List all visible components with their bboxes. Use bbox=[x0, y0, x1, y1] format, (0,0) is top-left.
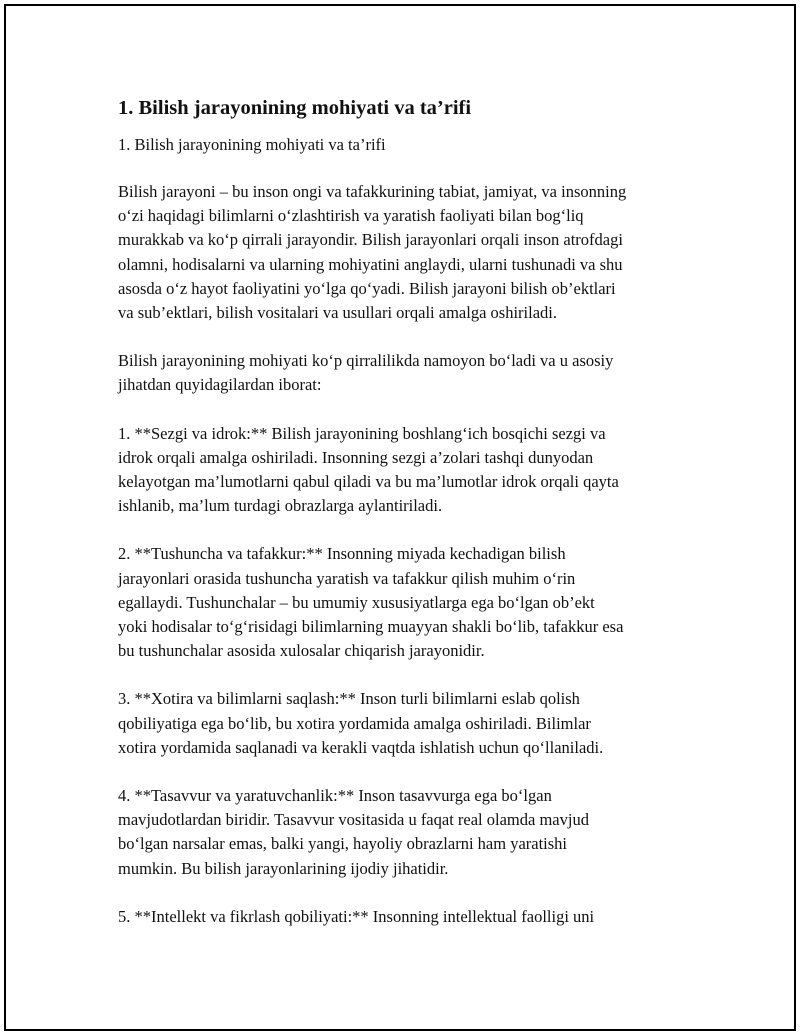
document-heading: 1. Bilish jarayonining mohiyati va ta’rifi bbox=[118, 97, 472, 119]
paragraph-definition: Bilish jarayoni – bu inson ongi va tafakkurining tabiat, jamiyat, va insonning o‘zi haqidagi bilimlarni o‘zlashtirish va yaratish faoliyati bilan bog‘liq murakkab va ko‘p qirrali jarayondir. Bilish jarayonlari orqali inson atrofdagi olamni, hodisalarni va ularning mohiyatini anglaydi, ularni tushunadi va shu asosda o‘z hayot faoliyatini yo‘lga qo‘yadi. Bilish jarayoni bilish ob’ektlari va sub’ektlari, bilish vositalari va usullari orqali amalga oshiriladi. bbox=[118, 182, 627, 323]
list-item-intellect: 5. **Intellekt va fikrlash qobiliyati:** Insonning intellektual faolligi uni bbox=[118, 906, 595, 926]
list-item-perception: 1. **Sezgi va idrok:** Bilish jarayonining boshlang‘ich bosqichi sezgi va idrok orqali amalga oshiriladi. Insonning sezgi a’zolari tashqi dunyodan kelayotgan ma’lumotlarni qabul qiladi va bu ma’lumotlar idrok orqali qayta ishlanib, ma’lum turdagi obrazlarga aylantiriladi. bbox=[118, 423, 619, 516]
list-item-imagination: 4. **Tasavvur va yaratuvchanlik:** Inson tasavvurga ega bo‘lgan mavjudotlardan biridir. Tasavvur vositasida u faqat real olamda mavjud bo‘lgan narsalar emas, balki yangi, hayoliy obrazlarni ham yaratishi mumkin. Bu bilish jarayonlarining ijodiy jihatidir. bbox=[118, 786, 589, 878]
paragraph-essence-intro: Bilish jarayonining mohiyati ko‘p qirralilikda namoyon bo‘ladi va u asosiy jihatdan quyidagilardan iborat: bbox=[118, 351, 614, 395]
list-item-memory: 3. **Xotira va bilimlarni saqlash:** Inson turli bilimlarni eslab qolish qobiliyatiga ega bo‘lib, bu xotira yordamida amalga oshiriladi. Bilimlar xotira yordamida saqlanadi va kerakli vaqtda ishlatish uchun qo‘llaniladi. bbox=[118, 689, 604, 757]
document-subheading: 1. Bilish jarayonining mohiyati va ta’rifi bbox=[118, 135, 386, 154]
document-body bbox=[118, 94, 698, 929]
list-item-concept-thinking: 2. **Tushuncha va tafakkur:** Insonning miyada kechadigan bilish jarayonlari orasida tushuncha yaratish va tafakkur qilish muhim o‘rin egallaydi. Tushunchalar – bu umumiy xususiyatlarga ega bo‘lgan ob’ekt yoki hodisalar to‘g‘risidagi bilimlarning muayyan shakli bo‘lib, tafakkur esa bu tushunchalar asosida xulosalar chiqarish jarayonidir. bbox=[118, 544, 624, 661]
